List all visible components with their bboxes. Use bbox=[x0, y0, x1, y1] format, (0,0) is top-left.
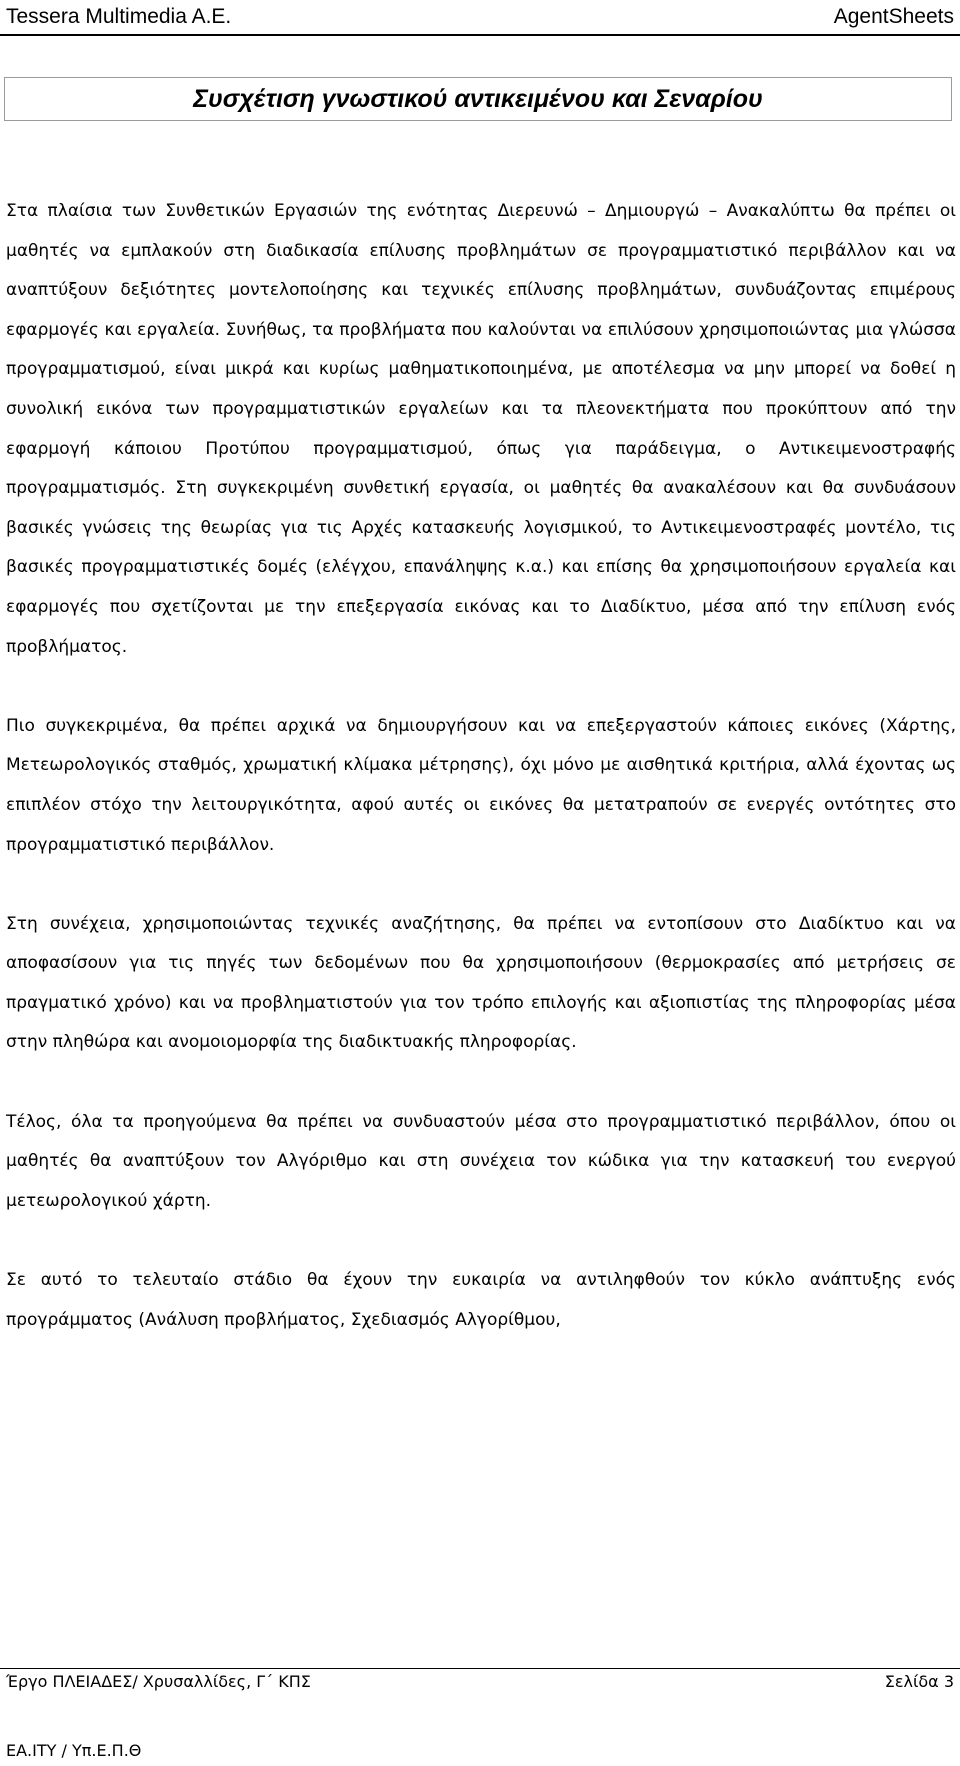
footer-divider bbox=[0, 1668, 960, 1669]
paragraph-4: Τέλος, όλα τα προηγούμενα θα πρέπει να συνδυαστούν μέσα στο προγραμματιστικό περιβάλλον, όπου οι μαθητές θα αναπτύξουν τον Αλγόριθμο και στη συνέχεια τον κώδικα για την κατασκευή του ενεργού μετεωρολογικού χάρτη. bbox=[6, 1111, 956, 1211]
paragraph-1: Στα πλαίσια των Συνθετικών Εργασιών της ενότητας Διερευνώ – Δημιουργώ – Ανακαλύπτω θα πρέπει οι μαθητές να εμπλακούν στη διαδικασία επίλυσης προβλημάτων σε προγραμματιστικό περιβάλλον και να αναπτύξουν δεξιότητες μοντελοποίησης και τεχνικές επίλυσης προβλημάτων, συνδυάζοντας επιμέρους εφαρμογές και εργαλεία. Συνήθως, τα προβλήματα που καλούνται να επιλύσουν χρησιμοποιώντας μια γλώσσα προγραμματισμού, είναι μικρά και κυρίως μαθηματικοποιημένα, με αποτέλεσμα να μην μπορεί να δοθεί η συνολική εικόνα των προγραμματιστικών εργαλείων και τα πλεονεκτήματα που προκύπτουν από την εφαρμογή κάποιου Προτύπου προγραμματισμού, όπως για παράδειγμα, ο Αντικειμενοστραφής προγραμματισμός. Στη συγκεκριμένη συνθετική εργασία, οι μαθητές θα ανακαλέσουν και θα συνδυάσουν βασικές γνώσεις της θεωρίας για τις Αρχές κατασκευής λογισμικού, το Αντικειμενοστραφές μοντέλο, τις βασικές προγραμματιστικές δομές (ελέγχου, επανάληψης κ.α.) και επίσης θα χρησιμοποιήσουν εργαλεία και εφαρμογές που σχετίζονται με την επεξεργασία εικόνας και το Διαδίκτυο, μέσα από την επίλυση ενός προβλήματος. bbox=[6, 201, 956, 657]
document-body bbox=[6, 192, 956, 1340]
footer-project-text: Έργο ΠΛΕΙΑΔΕΣ/ Χρυσαλλίδες, Γ΄ ΚΠΣ bbox=[6, 1672, 311, 1691]
header-divider bbox=[0, 34, 960, 36]
paragraph-2: Πιο συγκεκριμένα, θα πρέπει αρχικά να δημιουργήσουν και να επεξεργαστούν κάποιες εικόνες (Χάρτης, Μετεωρολογικός σταθμός, χρωματική κλίμακα μέτρησης), όχι μόνο με αισθητικά κριτήρια, αλλά έχοντας ως επιπλέον στόχο την λειτουργικότητα, αφού αυτές οι εικόνες θα μετατραπούν σε ενεργές οντότητες στο προγραμματιστικό περιβάλλον. bbox=[6, 715, 956, 855]
paragraph-5: Σε αυτό το τελευταίο στάδιο θα έχουν την ευκαιρία να αντιληφθούν τον κύκλο ανάπτυξης ενός προγράμματος (Ανάλυση προβλήματος, Σχεδιασμός Αλγορίθμου, bbox=[6, 1270, 956, 1330]
section-title: Συσχέτιση γνωστικού αντικειμένου και Σεναρίου bbox=[4, 77, 952, 121]
header-left-text: Tessera Multimedia A.E. bbox=[6, 5, 232, 28]
footer-org-text: ΕΑ.ΙΤΥ / Υπ.Ε.Π.Θ bbox=[6, 1741, 142, 1760]
page-number: Σελίδα 3 bbox=[884, 1672, 954, 1691]
header-right-text: AgentSheets bbox=[833, 5, 954, 28]
paragraph-3: Στη συνέχεια, χρησιμοποιώντας τεχνικές αναζήτησης, θα πρέπει να εντοπίσουν στο Διαδίκτυο και να αποφασίσουν για τις πηγές των δεδομένων που θα χρησιμοποιήσουν (θερμοκρασίες από μετρήσεις σε πραγματικό χρόνο) και να προβληματιστούν για τον τρόπο επιλογής και αξιοπιστίας της πληροφορίας μέσα στην πληθώρα και ανομοιομορφία της διαδικτυακής πληροφορίας. bbox=[6, 913, 956, 1053]
